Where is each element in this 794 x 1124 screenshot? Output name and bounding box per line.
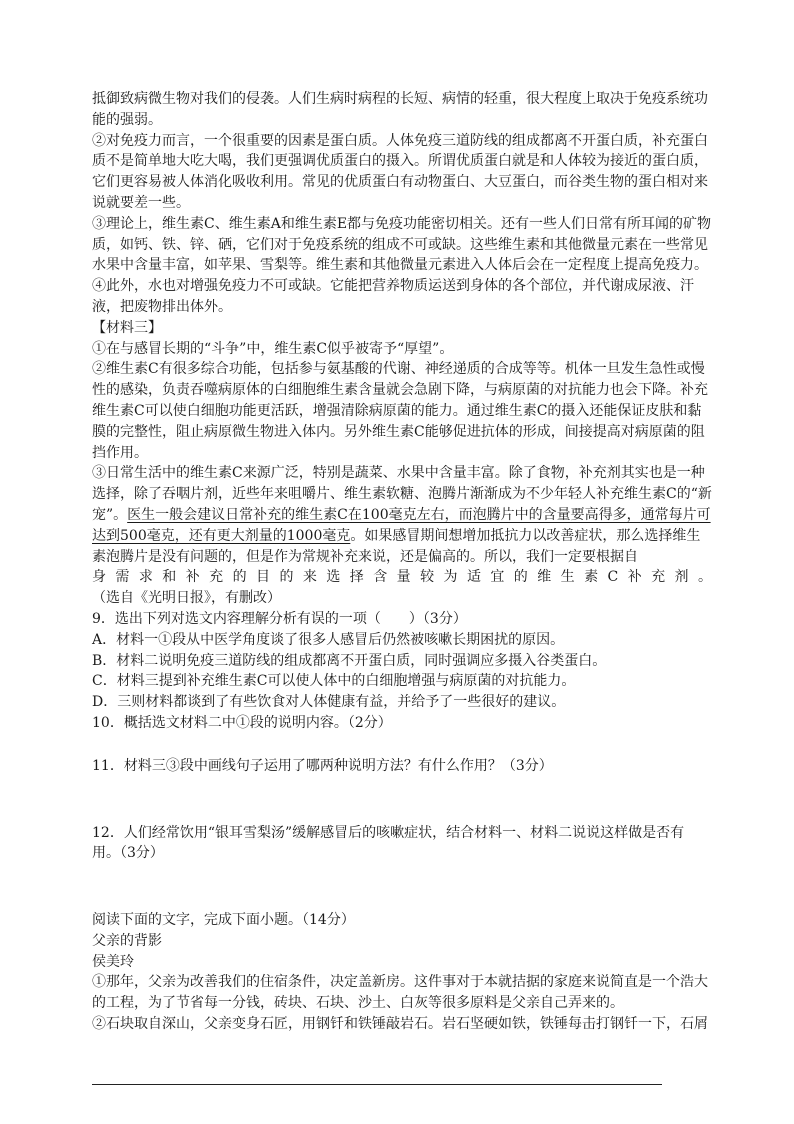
footer-rule <box>92 1084 662 1085</box>
material3-paragraph-1: ①在与感冒长期的“斗争”中，维生素C似乎被寄予“厚望”。 <box>92 340 454 357</box>
underlined-sentence: 医生一般会建议日常补充的维生素C在100毫克左右，而泡腾片中的含量要高得多，通常每片可达到500毫克，还有更大剂量的1000毫克 <box>92 506 711 544</box>
question-12: 12．人们经常饮用“银耳雪梨汤”缓解感冒后的咳嗽症状，结合材料一、材料二说说这样做是否有用。（3分） <box>92 824 685 862</box>
material3-paragraph-3-last-line: 身需求和补充的目的来选择含量较为适宜的维生素C补充剂。 <box>92 569 712 586</box>
material2-paragraph-3: ③理论上，维生素C、维生素A和维生素E都与免疫功能密切相关。还有一些人们日常有所耳闻的矿物质，如钙、铁、锌、硒，它们对于免疫系统的组成不可或缺。这些维生素和其他微量元素在一些常见水果中含量丰富，如苹果、雪梨等。维生素和其他微量元素进入人体后会在一定程度上提高免疫力。 <box>92 215 712 274</box>
article-paragraph-1: ①那年，父亲为改善我们的住宿条件，决定盖新房。这件事对于本就拮据的家庭来说简直是一个浩大的工程，为了节省每一分钱，砖块、石块、沙土、白灰等很多原料是父亲自己弄来的。 <box>92 974 708 1012</box>
material2-paragraph-4: ④此外，水也对增强免疫力不可或缺。它能把营养物质运送到身体的各个部位，并代谢成尿液、汗液，把废物排出体外。 <box>92 278 694 315</box>
material3-paragraph-2: ②维生素C有很多综合功能，包括参与氨基酸的代谢、神经递质的合成等等。机体一旦发生急性或慢性的感染，负责吞噬病原体的白细胞维生素含量就会急剧下降，与病原菌的对抗能力也会下降。补充维生素C可以使白细胞功能更活跃，增强清除病原菌的能力。通过维生素C的摄入还能保证皮肤和黏膜的完整性，阻止病原微生物进入体内。另外维生素C能够促进抗体的形成，间接提高对病原菌的阻挡作用。 <box>92 361 708 461</box>
answer-space-12 <box>92 864 712 910</box>
answer-space-11 <box>92 777 712 823</box>
page-text <box>92 89 712 1035</box>
material3-paragraph-3-middle: 。如果感冒期间想增加抵抗力以改善症状，那么选择维生素泡腾片是没有问题的，但是作为常规补充来说，还是偏高的。所以，我们一定要根据自 <box>92 527 701 565</box>
material2-paragraph-1-end: 抵御致病微生物对我们的侵袭。人们生病时病程的长短、病情的轻重，很大程度上取决于免疫系统功能的强弱。 <box>92 91 708 128</box>
question-9-option-a: A．材料一①段从中医学角度谈了很多人感冒后仍然被咳嗽长期困扰的原因。 <box>92 631 565 648</box>
article-author: 侯美玲 <box>92 953 134 970</box>
question-10: 10．概括选文材料二中①段的说明内容。（2分） <box>92 714 392 731</box>
material2-paragraph-2: ②对免疫力而言，一个很重要的因素是蛋白质。人体免疫三道防线的组成都离不开蛋白质，补充蛋白质不是简单地大吃大喝，我们更强调优质蛋白的摄入。所谓优质蛋白就是和人体较为接近的蛋白质，它们更容易被人体消化吸收利用。常见的优质蛋白有动物蛋白、大豆蛋白，而谷类生物的蛋白相对来说就要差一些。 <box>92 132 708 211</box>
article-paragraph-2: ②石块取自深山，父亲变身石匠，用钢钎和铁锤敲岩石。岩石坚硬如铁，铁锤每击打钢钎一下，石屑 <box>92 1016 708 1033</box>
question-9: 9．选出下列对选文内容理解分析有误的一项（ ）（3分） <box>92 610 467 627</box>
question-9-option-d: D．三则材料都谈到了有些饮食对人体健康有益，并给予了一些很好的建议。 <box>92 694 566 711</box>
article-title: 父亲的背影 <box>92 932 162 949</box>
answer-space-10 <box>92 734 712 756</box>
reading-instruction: 阅读下面的文字，完成下面小题。（14分） <box>92 912 355 929</box>
question-9-option-c: C．材料三提到补充维生素C可以使人体中的白细胞增强与病原菌的对抗能力。 <box>92 673 576 690</box>
source-note: （选自《光明日报》，有删改） <box>92 590 281 607</box>
material3-heading: 【材料三】 <box>92 319 162 336</box>
material3-paragraph-3-start: ③日常生活中的维生素C来源广泛，特别是蔬菜、水果中含量丰富。除了食物，补充剂其实也是一种选择，除了吞咽片剂，近些年来咀嚼片、维生素软糖、泡腾片渐渐成为不少年轻人补充维生素C的“新宠”。 <box>92 465 712 523</box>
question-11: 11．材料三③段中画线句子运用了哪两种说明方法？有什么作用？（3分） <box>92 757 553 774</box>
material3-paragraph-3 <box>92 463 712 567</box>
question-9-option-b: B．材料二说明免疫三道防线的组成都离不开蛋白质，同时强调应多摄入谷类蛋白。 <box>92 652 607 669</box>
